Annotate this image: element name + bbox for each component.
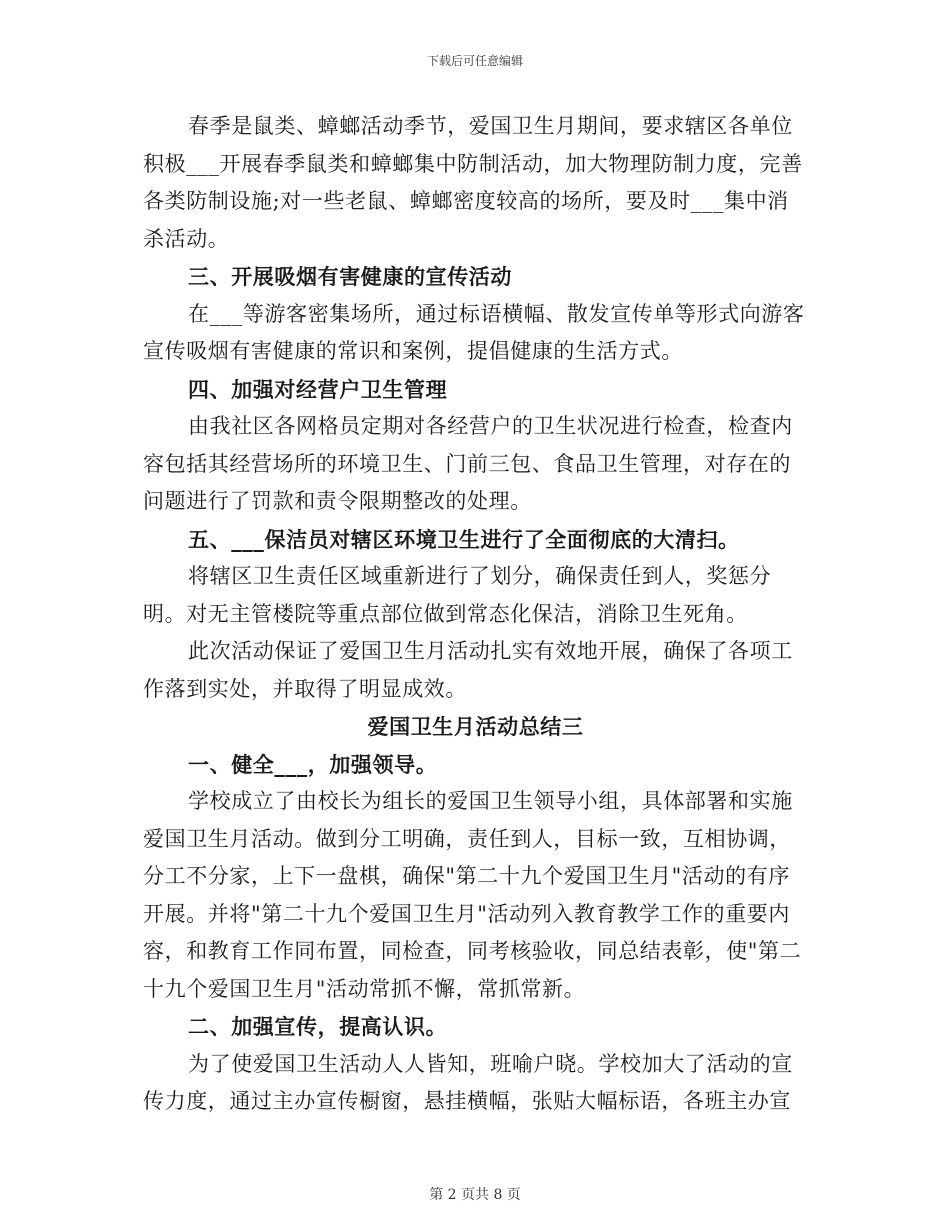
- heading-vendor-management: 四、加强对经营户卫生管理: [188, 376, 448, 402]
- paragraph-leadership: 学校成立了由校长为组长的爱国卫生领导小组，具体部署和实施爱国卫生月活动。做到分工明确，责任到人，目标一致，互相协调，分工不分家，上下一盘棋，确保"第二十九个爱国卫生月"活动的有序开展。并将"第二十九个爱国卫生月"活动列入教育教学工作的重要内容，和教育工作同布置，同检查，同考核验收，同总结表彰，使"第二十九个爱国卫生月"活动常抓不懈，常抓常新。: [143, 789, 802, 1001]
- page-header: 下载后可任意编辑: [426, 54, 523, 68]
- section-title: 爱国卫生月活动总结三: [367, 714, 584, 739]
- paragraph-vendor-management: 由我社区各网格员定期对各经营户的卫生状况进行检查，检查内容包括其经营场所的环境卫生、门前三包、食品卫生管理，对存在的问题进行了罚款和责令限期整改的处理。: [143, 414, 793, 513]
- heading-publicity: 二、加强宣传，提高认识。: [188, 1014, 448, 1039]
- paragraph-publicity: 为了使爱国卫生活动人人皆知，班喻户晓。学校加大了活动的宣传力度，通过主办宣传橱窗，悬挂横幅，张贴大幅标语，各班主办宣: [143, 1051, 793, 1113]
- paragraph-cleaning: 将辖区卫生责任区域重新进行了划分，确保责任到人，奖惩分明。对无主管楼院等重点部位做到常态化保洁，消除卫生死角。: [143, 564, 772, 626]
- paragraph-pest-control: 春季是鼠类、蟑螂活动季节，爱国卫生月期间，要求辖区各单位积极___开展春季鼠类和蟑螂集中防制活动，加大物理防制力度，完善各类防制设施;对一些老鼠、蟑螂密度较高的场所，要及时___集中消杀活动。: [143, 114, 803, 251]
- heading-smoking-campaign: 三、开展吸烟有害健康的宣传活动: [188, 264, 512, 289]
- paragraph-conclusion: 此次活动保证了爱国卫生月活动扎实有效地开展，确保了各项工作落到实处，并取得了明显成效。: [143, 639, 793, 701]
- heading-leadership: 一、健全___，加强领导。: [188, 751, 438, 777]
- paragraph-smoking-campaign: 在___等游客密集场所，通过标语横幅、散发宣传单等形式向游客宣传吸烟有害健康的常识和案例，提倡健康的生活方式。: [143, 301, 805, 363]
- heading-cleaning: 五、___保洁员对辖区环境卫生进行了全面彻底的大清扫。: [188, 526, 740, 552]
- document-body: [143, 108, 808, 1121]
- page-footer: 第 2 页共 8 页: [429, 1187, 521, 1203]
